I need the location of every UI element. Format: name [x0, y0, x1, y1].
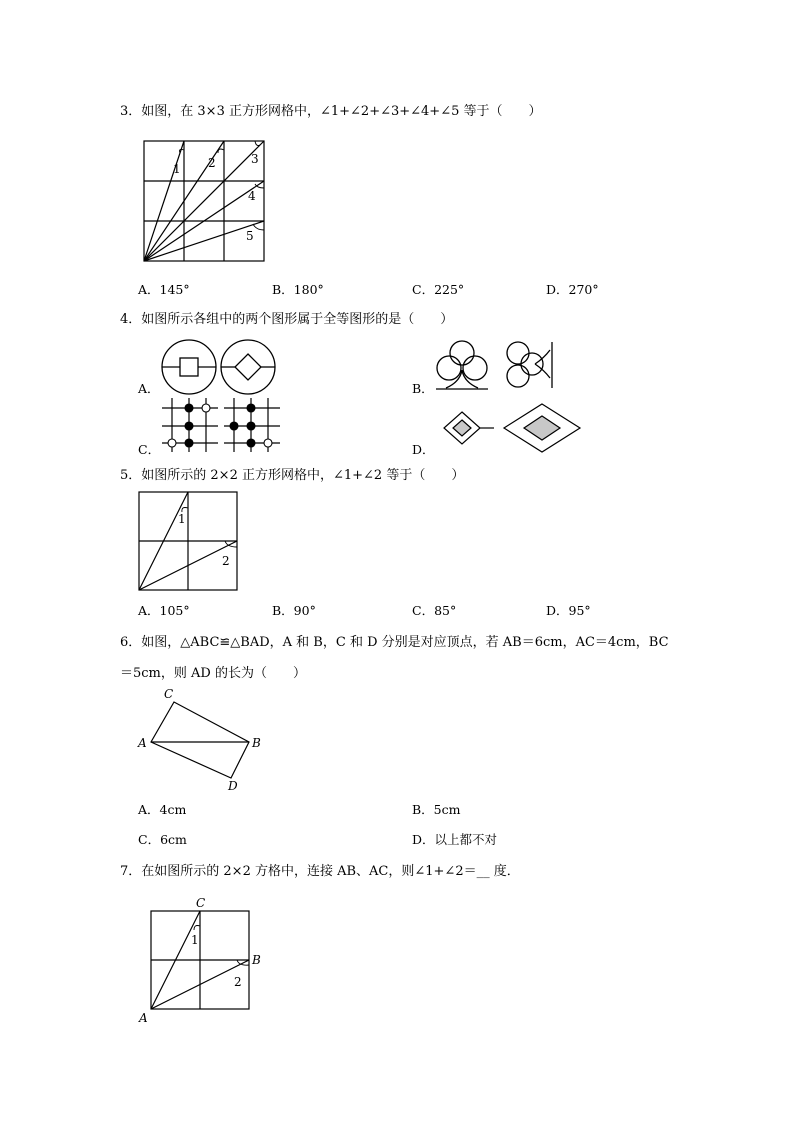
- q3-option-b[interactable]: B．180°: [272, 282, 324, 297]
- q4-figure-c[interactable]: [162, 398, 286, 454]
- q6-stem-line1: 6．如图，△ABC≌△BAD，A 和 B，C 和 D 分别是对应顶点，若 AB＝6cm，AC＝4cm，BC: [120, 635, 669, 650]
- q3-option-a[interactable]: A．145°: [138, 282, 190, 297]
- q3-grid-figure: [138, 136, 278, 266]
- q4-option-b-letter[interactable]: B．: [412, 381, 434, 396]
- q5-option-c[interactable]: C．85°: [412, 603, 457, 618]
- q4-stem: 4．如图所示各组中的两个图形属于全等图形的是（ ）: [120, 312, 454, 327]
- q4-option-a-letter[interactable]: A．: [138, 381, 160, 396]
- q7-angle-label-2: 2: [234, 975, 242, 989]
- q4-figure-d[interactable]: [436, 400, 596, 456]
- q4-figure-a[interactable]: [160, 338, 280, 402]
- q5-option-d[interactable]: D．95°: [546, 603, 591, 618]
- q3-angle-label-3: 3: [251, 152, 259, 166]
- q5-stem: 5．如图所示的 2×2 正方形网格中，∠1+∠2 等于（ ）: [120, 468, 465, 483]
- q3-option-c[interactable]: C．225°: [412, 282, 465, 297]
- q5-grid-figure: [137, 490, 241, 594]
- q3-angle-label-2: 2: [208, 156, 216, 170]
- q6-vertex-d: D: [228, 779, 238, 793]
- q7-stem: 7．在如图所示的 2×2 方格中，连接 AB、AC，则∠1+∠2＝__ 度．: [120, 864, 520, 879]
- q7-vertex-a: A: [139, 1011, 148, 1025]
- q4-option-c-letter[interactable]: C．: [138, 442, 161, 457]
- q3-option-d[interactable]: D．270°: [546, 282, 599, 297]
- q3-angle-label-4: 4: [248, 189, 256, 203]
- q6-option-d[interactable]: D．以上都不对: [412, 832, 498, 847]
- q7-angle-label-1: 1: [191, 933, 199, 947]
- q3-stem: 3．如图，在 3×3 正方形网格中，∠1+∠2+∠3+∠4+∠5 等于（ ）: [120, 104, 542, 119]
- q6-option-c[interactable]: C．6cm: [138, 832, 187, 847]
- q3-angle-label-1: 1: [173, 162, 181, 176]
- q7-vertex-c: C: [196, 896, 206, 910]
- q6-vertex-c: C: [164, 687, 174, 701]
- q4-option-d-letter[interactable]: D．: [412, 442, 435, 457]
- q6-stem-line2: ＝5cm，则 AD 的长为（ ）: [120, 666, 306, 681]
- q7-vertex-b: B: [252, 953, 261, 967]
- q5-angle-label-1: 1: [178, 512, 186, 526]
- q6-vertex-a: A: [138, 736, 147, 750]
- q3-angle-label-5: 5: [246, 229, 254, 243]
- q5-option-a[interactable]: A．105°: [138, 603, 190, 618]
- q5-option-b[interactable]: B．90°: [272, 603, 316, 618]
- q7-grid-figure: [136, 894, 276, 1026]
- q6-quadrilateral-figure: [136, 686, 276, 796]
- q4-figure-b[interactable]: [432, 336, 572, 400]
- q6-option-a[interactable]: A．4cm: [138, 802, 187, 817]
- q5-angle-label-2: 2: [222, 554, 230, 568]
- q6-option-b[interactable]: B．5cm: [412, 802, 461, 817]
- q6-vertex-b: B: [252, 736, 261, 750]
